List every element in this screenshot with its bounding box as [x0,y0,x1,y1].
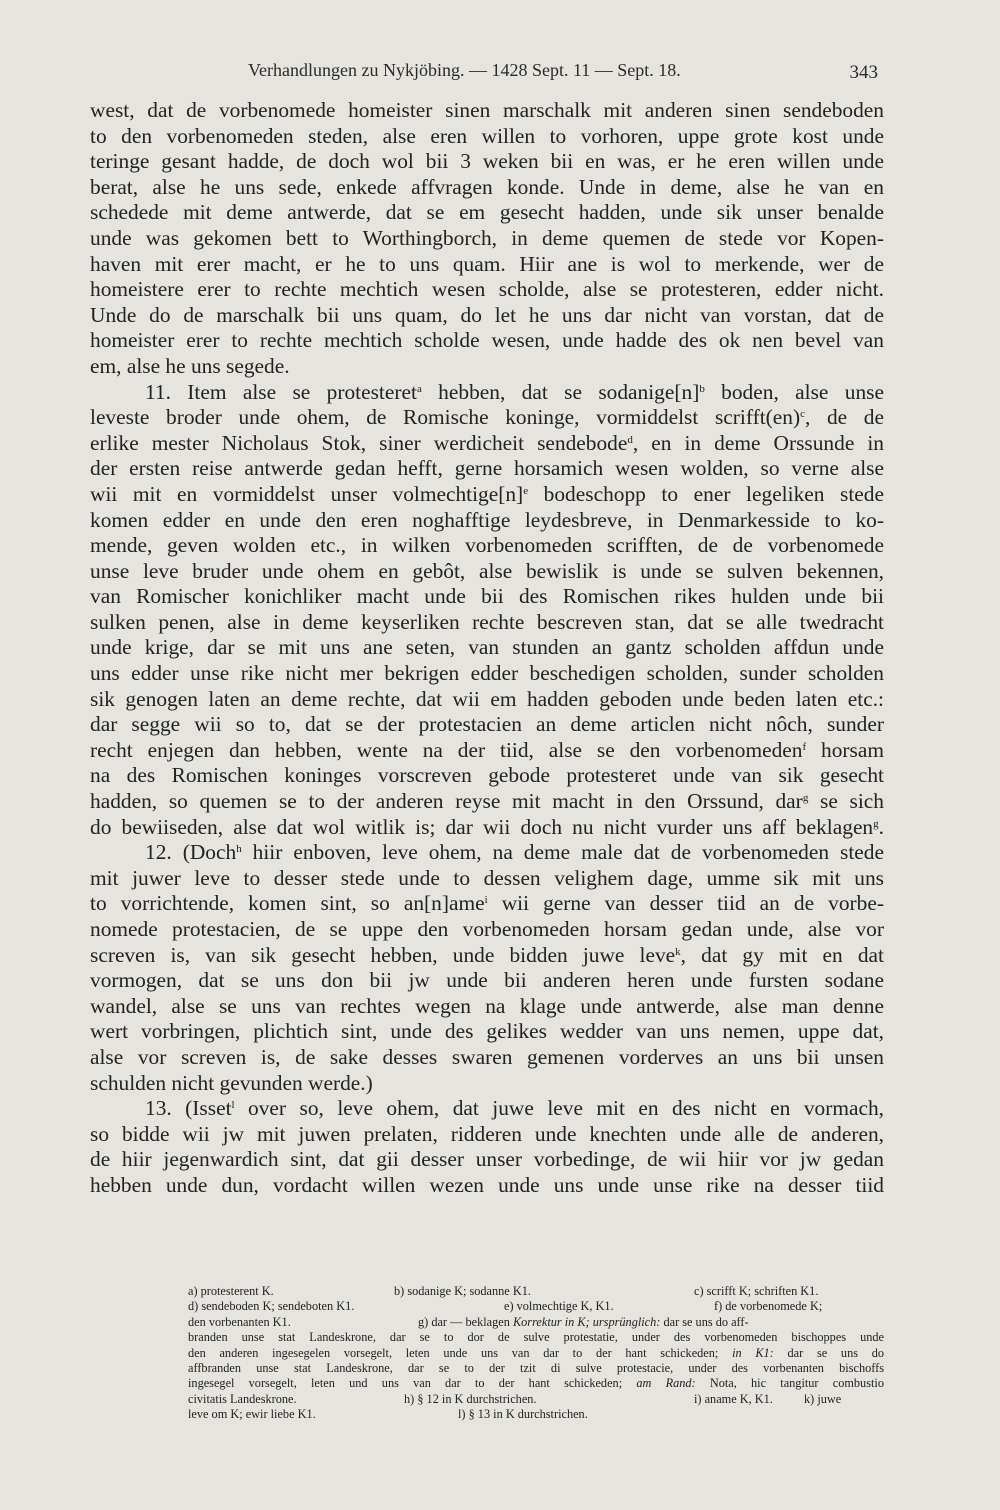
paragraph-13-start: 13. (Isset$^l$ over so, leve ohem, dat juwe leve mit en des nicht en vormach, [145,1096,885,1121]
footnote-line: ingesegel vorsegelt, leten und uns van dar to der hant schickeden; am Rand: Nota, hic tangitur combustio [188,1376,884,1391]
text-line: west, dat de vorbenomede homeister sinen marschalk mit anderen sinen sendeboden [90,98,884,122]
footnote-g: g) dar — beklagen [418,1314,510,1329]
text-line: dar segge wii so to, dat se der protestacien an deme articlen nicht nôch, sunder [90,712,884,737]
footnote-ref: f [802,740,807,753]
text-line: recht enjegen dan hebben, wente na der tiid, alse se den vorbenomeden$^f$ horsam [90,737,884,762]
running-header [90,58,890,86]
text-line: erlike mester Nicholaus Stok, siner werdicheit sendebode$^d$, en in deme Orssunde in [90,430,884,455]
text-line: schedede mit deme antwerde, dat se em gesecht hadden, unde sik unser benalde [90,200,884,225]
footnote-line [188,1299,884,1314]
text-line: sulken penen, alse in deme keyserliken rechte bescreven stan, dat se alle twedracht [90,609,884,634]
footnote-k: k) juwe [804,1391,842,1406]
footnote-ref: g [802,792,809,805]
text-line: to vorrichtende, komen sint, so an[n]ame$^i$ wii gerne van desser tiid an de vorbe- [90,891,884,916]
text-line: vormogen, dat se uns don bii jw unde bii anderen heren unde fursten sodane [90,968,884,993]
text-line: unde krige, dar se mit uns ane seten, van stunden an gantz scholden affdun unde [90,635,884,660]
footnote-h: h) § 12 in K durchstrichen. [404,1391,537,1406]
text-line: de hiir jegenwardich sint, dat gii desser unser vorbedinge, de wii hiir vor jw gedan [90,1147,884,1172]
text-line: homeister erer to rechte mechtich scholde wesen, unde hadde des ok nen bevel van [90,328,884,353]
text-line: homeistere erer to rechte mechtich wesen scholde, alse se protesteren, edder nicht. [90,277,884,302]
running-title: Verhandlungen zu Nykjöbing. — 1428 Sept. 11 — Sept. 18. [248,60,681,80]
text-line: na des Romischen koninges vorscreven gebode protesteret unde van sik gesecht [90,763,884,788]
footnote-e: e) volmechtige K, K1. [504,1299,614,1314]
text-line: Unde do de marschalk bii uns quam, do let he uns dar nicht van vorstan, dat de [90,302,884,327]
text-line: komen edder en unde den eren noghafftige leydesbreve, in Denmarkesside to ko- [90,507,884,532]
footnote-line: affbranden unse stat Landeskrone, dar se to der tzit di sulve protestacie, under des vorbenanten bischoffs [188,1360,884,1375]
text-line: do bewiiseden, alse dat wol witlik is; dar wii doch nu nicht vurder uns aff beklagen$^g$. [90,814,884,839]
footnote-ref: c [800,408,805,421]
footnote-line [188,1407,884,1422]
text-line: nomede protestacien, de se uppe den vorbenomeden horsam gedan unde, alse vor [90,917,884,941]
paragraph-12-start: 12. (Doch$^h$ hiir enboven, leve ohem, na deme male dat de vorbenomeden stede [145,840,884,865]
footnote-k-cont: leve om K; ewir liebe K1. [188,1407,316,1422]
footnote-a: a) protesterent K. [188,1284,274,1298]
footnote-line: den anderen ingesegelen vorsegelt, leten unde uns van dar to der hant schickeden; in K1: dar se uns do [188,1345,885,1360]
text-line: der ersten reise antwerde gedan hefft, gerne horsamich wesen wolden, so verne alse [90,456,884,481]
text-line: unde was gekomen bett to Worthingborch, in deme quemen de stede vor Kopen- [90,225,884,250]
footnote-c: c) scrifft K; schriften K1. [694,1284,819,1298]
footnote-ref: e [523,484,529,497]
text-line: hadden, so quemen se to der anderen reyse mit macht in den Orssund, dar$^g$ se sich [90,789,884,814]
text-line: teringe gesant hadde, de doch wol bii 3 weken bii en was, er he eren willen unde [90,149,884,174]
text-line: leveste broder unde ohem, de Romische koninge, vormiddelst scrifft(en)$^c$, de de [90,405,884,430]
footnote-line: civitatis Landeskrone. h) § 12 in K durchstrichen. i) aname K, K1. k) juwe [188,1391,842,1406]
main-text [90,98,884,1199]
footnote-ref: k [675,945,681,958]
text-line: screven is, van sik gesecht hebben, unde bidden juwe leve$^k$, dat gy mit en dat [90,942,884,967]
footnote-ref: b [699,382,705,395]
text-line: mit juwer leve to desser stede unde to dessen velighem dage, umme sik mit uns [90,865,884,890]
footnote-l: l) § 13 in K durchstrichen. [458,1407,588,1422]
footnote-b: b) sodanige K; sodanne K1. [394,1284,531,1298]
text-line: to den vorbenomeden steden, alse eren willen to vorhoren, uppe grote kost unde [90,123,884,148]
text-line: wii mit en vormiddelst unser $volmechtige[n]^e$ bodeschopp to ener legeliken stede [90,481,884,506]
text-line: hebben unde dun, vordacht willen wezen unde uns unde unse rike na desser tiid [90,1172,884,1197]
footnote-ref: d [627,433,633,446]
footnote-ref: h [236,843,242,856]
footnote-line [188,1284,884,1299]
text-line: em, alse he uns segede. [90,353,290,378]
footnote-line: branden unse stat Landeskrone, dar se to dor de sulve protestatie, under des vorbenomeden bischoppes unde [188,1330,884,1345]
footnotes [188,1284,884,1423]
footnote-i: i) aname K, K1. [694,1391,773,1406]
page-number: 343 [849,62,878,83]
text-line: so bidde wii jw mit juwen prelaten, ridderen unde knechten unde alle de anderen, [90,1121,884,1146]
footnote-ref: l [231,1099,235,1112]
footnote-line: den vorbenanten K1. g) dar — beklagen Korrektur in K; ursprünglich: dar se uns do aff- [188,1314,749,1329]
text-line: wandel, alse se uns van rechtes wegen na klage unde antwerde, alse man denne [90,993,884,1018]
paragraph-11-start: 11. Item alse se protesteret$^a$ hebben, dat se $sodanige[n]^b$ boden, alse unse [145,379,884,404]
text-line: van Romischer konichliker macht unde bii des Romischen rikes hulden unde bii [90,584,884,609]
footnote-ref: a [416,382,422,395]
text-line: berat, alse he uns sede, enkede affvragen konde. Unde in deme, alse he van en [90,174,884,199]
text-line: sik genogen laten an deme rechte, dat wii em hadden geboden unde beden laten etc.: [90,686,884,711]
text-line: wert vorbringen, plichtich sint, unde des gelikes wedder van uns nemen, uppe dat, [90,1019,884,1044]
footnote-f: f) de vorbenomede K; [714,1299,823,1314]
text-line: schulden nicht gevunden werde.) [90,1070,373,1095]
text-line: uns edder unse rike nicht mer bekrigen edder beschedigen scholden, sunder scholden [90,661,884,686]
text-line: haven mit erer macht, er he to uns quam. Hiir ane is wol to merkende, wer de [90,251,884,276]
footnote-f-cont: den vorbenanten K1. [188,1314,291,1329]
text-line: unse leve bruder unde ohem en gebôt, alse bewislik is unde se sulven bekennen, [90,558,884,583]
footnote-ref: g [873,817,879,830]
text-line: alse vor screven is, de sake desses swaren gemenen vorderves an uns bii unsen [90,1044,884,1069]
text-line: mende, geven wolden etc., in wilken vorbenomeden scrifften, de de vorbenomede [90,533,884,558]
footnote-ref: i [484,894,488,907]
footnote-d: d) sendeboden K; sendeboten K1. [188,1299,355,1314]
